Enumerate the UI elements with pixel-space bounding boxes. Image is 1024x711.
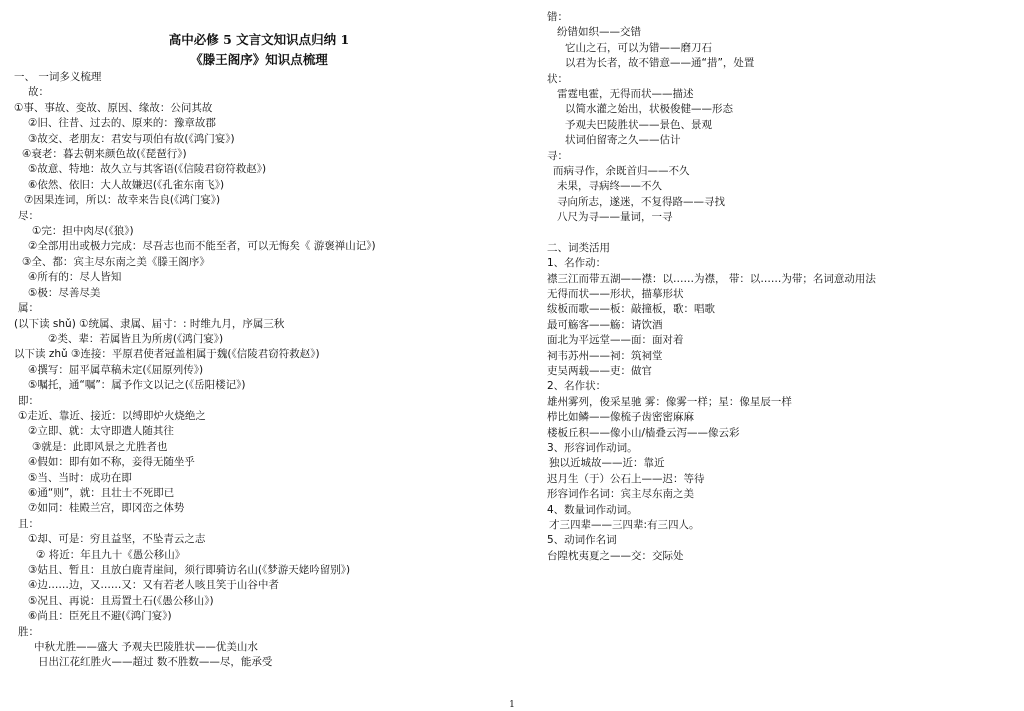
text-line: 寻向所志，遂迷，不复得路——寻找 xyxy=(557,195,725,208)
right-text-block xyxy=(543,10,1013,564)
text-line: ③就是：此即风景之尤胜者也 xyxy=(32,440,168,453)
text-line: 无得而状——形状，描摹形状 xyxy=(547,287,684,300)
text-line: 而病寻作，余既首归——不久 xyxy=(553,165,690,178)
text-line: ①完：担中肉尽(《狼》) xyxy=(32,225,134,238)
text-line: 寻： xyxy=(547,149,568,162)
text-line: 一、 一词多义梳理 xyxy=(14,71,102,83)
text-line: 二、词类活用 xyxy=(547,241,610,254)
section-title: 《滕王阁序》知识点梳理 xyxy=(190,52,328,67)
text-line: 4、数量词作动词。 xyxy=(547,503,638,516)
right-column xyxy=(543,0,1013,564)
text-line: 雷霆电霍，无得而状——描述 xyxy=(557,88,694,101)
text-line: ④所有的：尽人皆知 xyxy=(28,271,122,284)
text-line: 雄州雾列，俊采星驰 雾：像雾一样；星：像星辰一样 xyxy=(547,395,792,408)
text-line: 3、形容词作动词。 xyxy=(547,441,638,454)
text-line: 它山之石，可以为错——磨刀石 xyxy=(565,41,712,54)
text-line: 面北为平远堂——面：面对着 xyxy=(547,334,684,347)
text-line: 纷错如织——交错 xyxy=(557,26,641,39)
text-line: 状： xyxy=(547,72,568,85)
text-line: 1、名作动： xyxy=(547,257,607,270)
text-line: ⑤况且、再说：且焉置土石(《愚公移山》) xyxy=(28,594,214,607)
text-line: ②全部用出或极力完成：尽吾志也而不能至者，可以无悔矣《 游褒禅山记》) xyxy=(28,240,376,253)
text-line: 以下读 zhǔ ③连接：平原君使者冠盖相属于魏(《信陵君窃符救赵》) xyxy=(14,348,320,361)
document-title: 高中必修 5 文言文知识点归纳 1 xyxy=(168,32,350,47)
text-line: 2、名作状： xyxy=(547,380,607,393)
text-line: 5、动词作名词 xyxy=(547,534,617,547)
text-line: 绂板而歌——板：敲撞板，歌：唱歌 xyxy=(547,303,715,316)
text-line: 祠韦苏州——祠：筑祠堂 xyxy=(547,349,663,362)
text-line: 吏吴两载——吏：做官 xyxy=(547,364,652,377)
text-line: ①走近、靠近、接近：以缚即炉火烧绝之 xyxy=(18,409,206,422)
page-number: 1 xyxy=(509,700,515,710)
text-line: 日出江花红胜火——超过 数不胜数——尽，能承受 xyxy=(38,656,273,669)
text-line: ①事、事故、变故、原因、缘故：公问其故 xyxy=(14,101,213,114)
text-line: 八尺为寻——量词，一寻 xyxy=(557,211,673,224)
text-line: ⑤当、当时：成功在即 xyxy=(28,471,132,484)
text-line: ② 将近：年且九十《愚公移山》 xyxy=(36,548,186,561)
text-line: 胜： xyxy=(18,625,39,638)
text-line: 故： xyxy=(28,86,49,99)
text-line: 且： xyxy=(18,517,39,530)
text-line: ④假如：即有如不称，妾得无随坐乎 xyxy=(28,456,195,469)
text-line: 以简水灌之始出，状极俊健——形态 xyxy=(565,103,733,116)
text-line: ④衰老：暮去朝来颜色故(《琵琶行》) xyxy=(22,148,187,161)
text-line: ②类、辈：若属皆且为所虏(《鸿门宴》) xyxy=(48,332,224,345)
left-column xyxy=(14,0,504,671)
text-line: 错： xyxy=(547,11,568,23)
text-line: 台隍枕夷夏之——交：交际处 xyxy=(547,549,684,562)
text-line: 襟三江而带五湖——襟：以……为襟， 带：以……为带；名词意动用法 xyxy=(547,272,876,285)
text-line: ⑥依然、依旧：大人故嫌迟(《孔雀东南飞》) xyxy=(28,178,225,191)
text-line: ⑤极：尽善尽美 xyxy=(28,286,101,299)
text-line: 才三四辈——三四辈:有三四人。 xyxy=(549,519,700,531)
text-line: ⑤嘱托，通“嘱”：属予作文以记之(《岳阳楼记》) xyxy=(28,379,246,392)
text-line: ③全、都：宾主尽东南之美《滕王阁序》 xyxy=(22,255,210,268)
text-line: ④撰写：屈平属草稿未定(《屈原列传》) xyxy=(28,363,204,376)
text-line: 即： xyxy=(18,394,39,407)
text-line: ③姑且、暂且：且放白鹿青崖间，须行即骑访名山(《梦游天姥吟留别》) xyxy=(28,564,351,576)
text-line: ④边……边，又……又：又有若老人咳且笑于山谷中者 xyxy=(28,579,279,592)
text-line: ⑦如同：桂殿兰宫，即冈峦之体势 xyxy=(28,502,185,515)
text-line: 未果，寻病终——不久 xyxy=(557,180,662,193)
left-text-block xyxy=(14,70,504,671)
text-line: 予观夫巴陵胜状——景色、景观 xyxy=(565,118,712,131)
text-line: ⑦因果连词，所以：故幸来告良(《鸿门宴》) xyxy=(24,194,221,207)
text-line: ②立即、就：太守即遣人随其往 xyxy=(28,425,174,438)
text-line: 形容词作名词：宾主尽东南之美 xyxy=(547,488,694,501)
text-line: 状词伯留寄之久——估计 xyxy=(565,134,681,147)
text-line xyxy=(543,226,1013,241)
text-line: ①却、可是：穷且益坚，不坠青云之志 xyxy=(28,533,206,546)
text-line: 楼板丘积——像小山/樯叠云泻——像云彩 xyxy=(547,426,740,439)
text-line: ⑤故意、特地：故久立与其客语(《信陵君窃符救赵》) xyxy=(28,163,267,176)
text-line: (以下读 shǔ) ①统属、隶属、届寸：: 时维九月，序属三秋 xyxy=(14,317,285,330)
text-line: ⑥通“则”，就：且壮士不死即已 xyxy=(28,486,175,499)
text-line: 尽： xyxy=(18,209,39,222)
text-line: ②旧、往昔、过去的、原来的：豫章故郡 xyxy=(28,117,216,130)
text-line: 栉比如鳞——像梳子齿密密麻麻 xyxy=(547,411,694,424)
text-line: ③故交、老朋友：君安与项伯有故(《鸿门宴》) xyxy=(28,132,235,145)
text-line: 中秋尤胜——盛大 予观夫巴陵胜状——优美山水 xyxy=(34,641,258,654)
text-line: ⑥尚且：臣死且不避(《鸿门宴》) xyxy=(28,610,172,623)
text-line: 独以近城故——近：靠近 xyxy=(549,457,665,470)
text-line: 迟月生（于）公石上——迟：等待 xyxy=(547,472,705,485)
text-line: 最可觞客——觞：请饮酒 xyxy=(547,318,663,331)
text-line: 属： xyxy=(18,302,39,315)
text-line: 以君为长者，故不错意——通“措”，处置 xyxy=(565,57,755,70)
